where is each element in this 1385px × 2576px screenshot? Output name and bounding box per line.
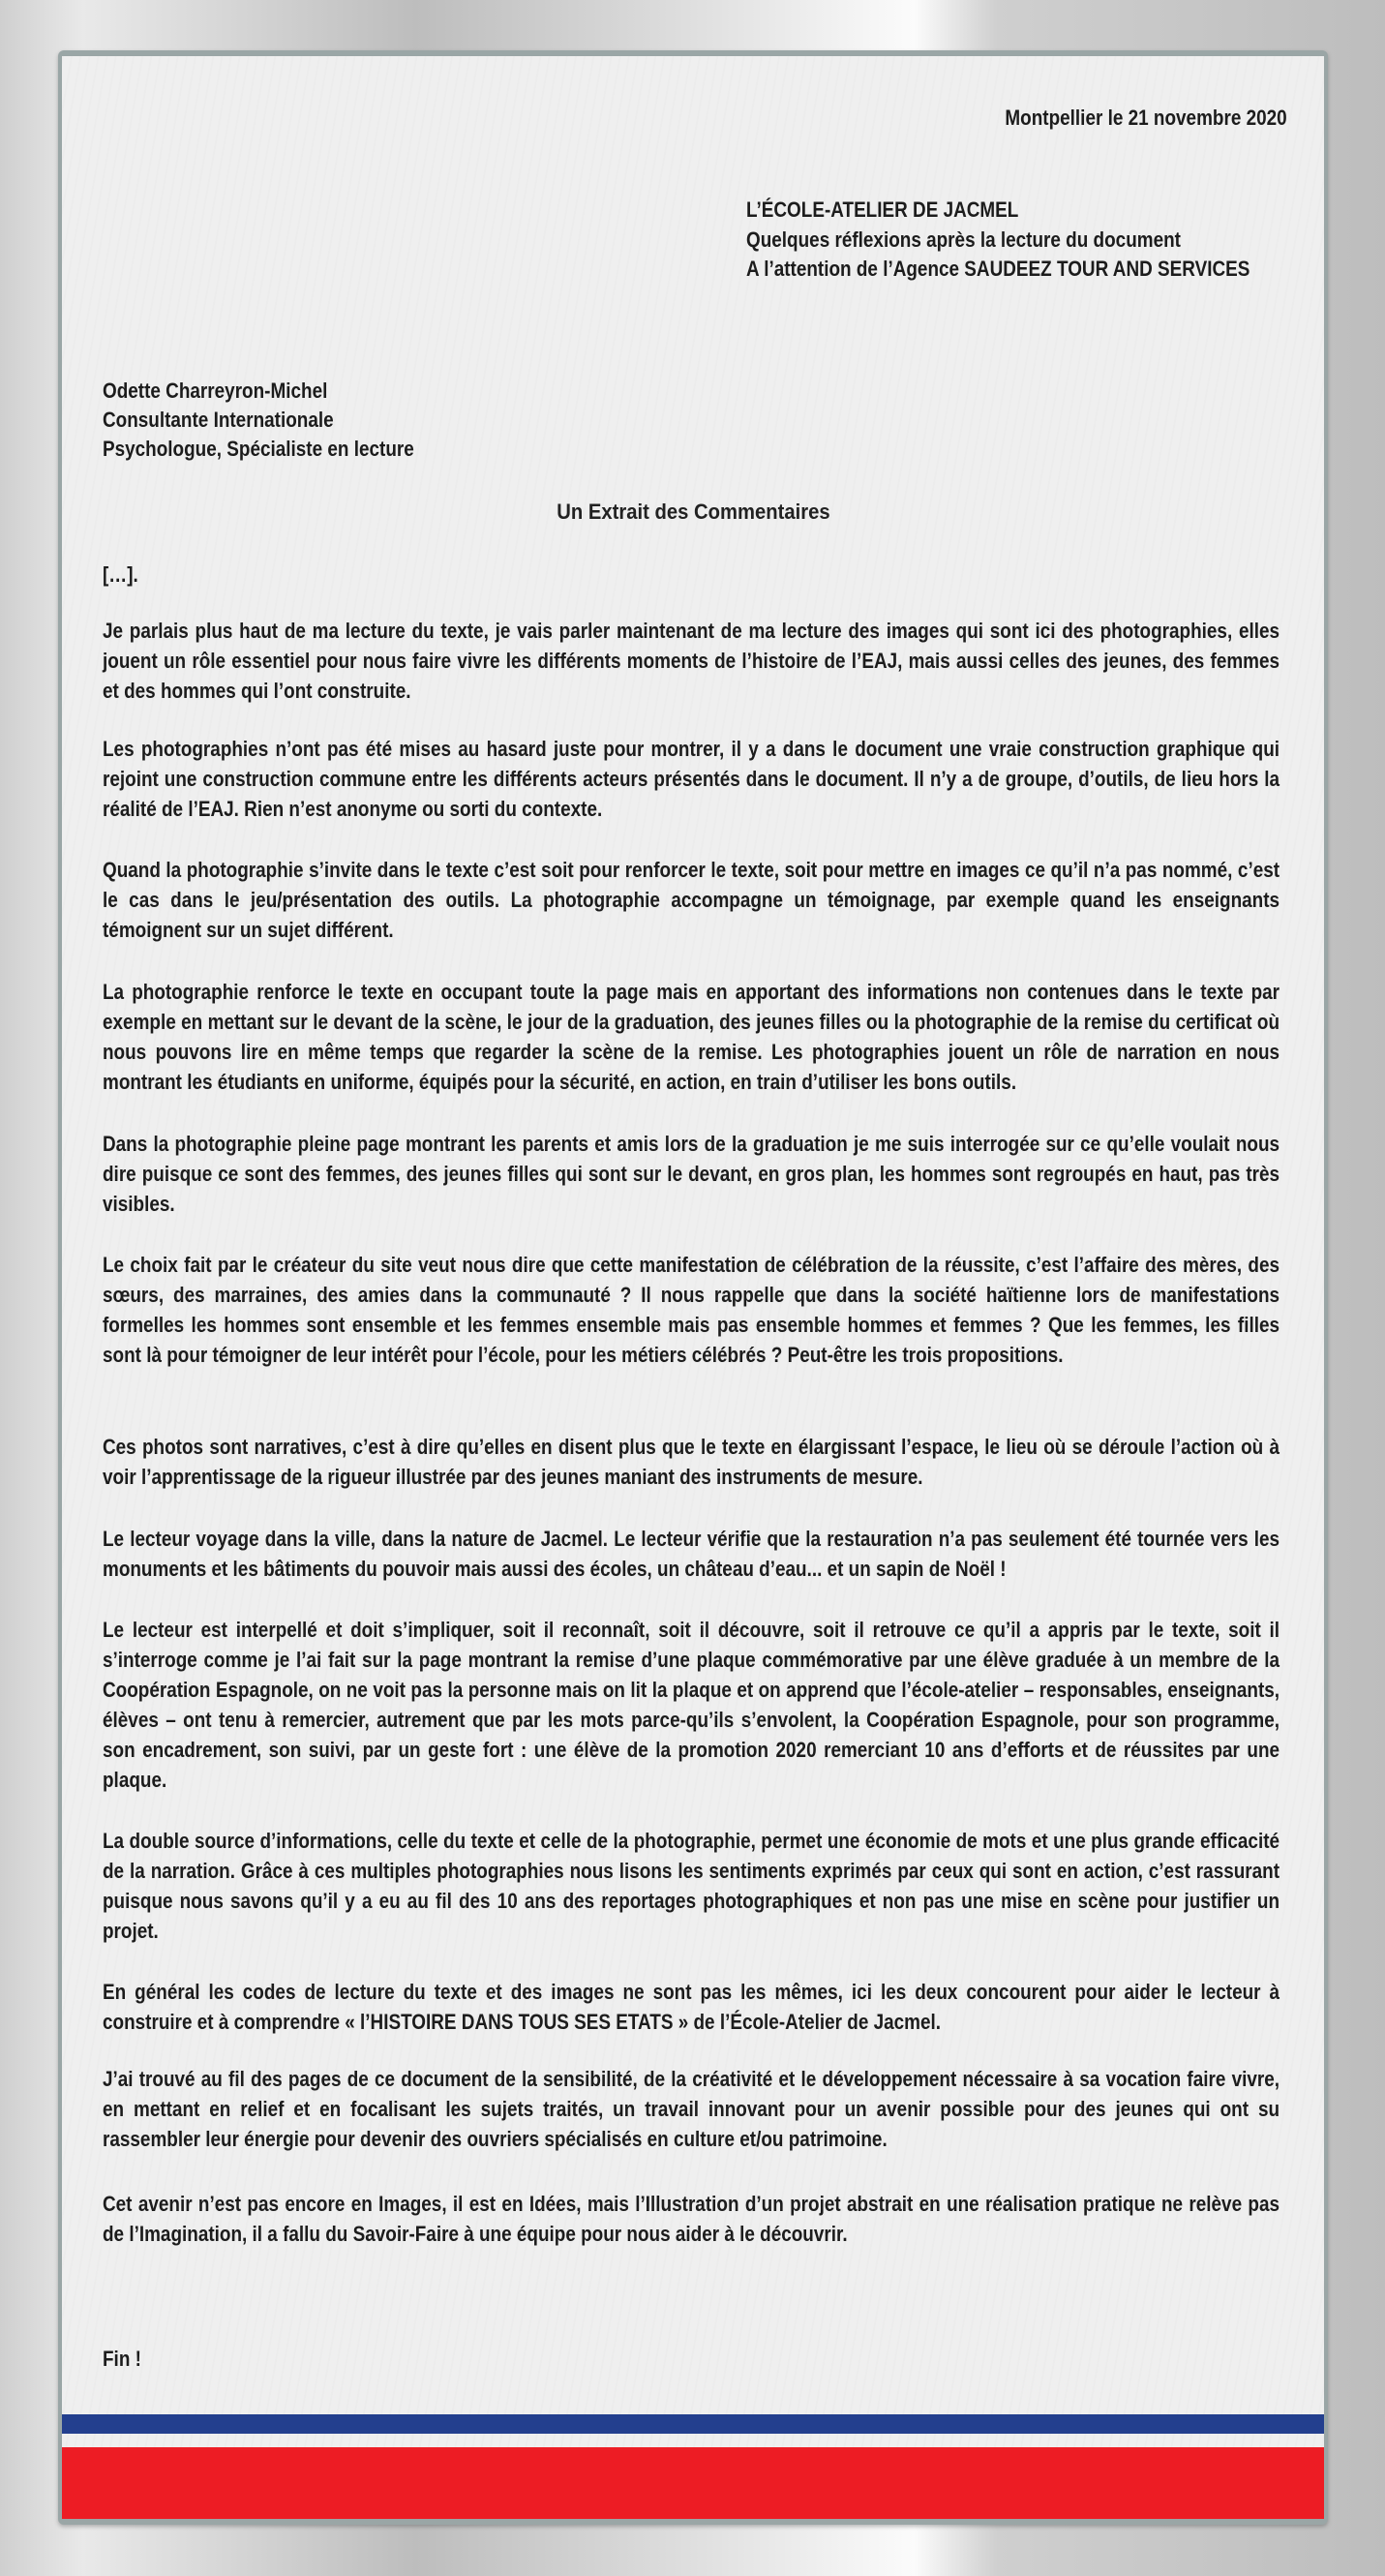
author-title: Consultante Internationale <box>103 408 334 432</box>
paragraph: Le lecteur est interpellé et doit s’impliquer, soit il reconnaît, soit il découvre, soit il retrouve ce qu’il a appris par le texte, soit il s’interroge comme je l’ai fait sur la page montrant la remise d’une plaque commémorative par une élève graduée à un membre de la Coopération Espagnole, on ne voit pas la personne mais on lit la plaque et on apprend que l’école-atelier – responsables, enseignants, élèves – ont tenu à remercier, autrement que par les mots parce-qu’ils s’envolent, la Coopération Espagnole, pour son programme, son encadrement, son suivi, par un geste fort : une élève de la promotion 2020 remerciant 10 ans d’efforts et de réussites par une plaque. <box>103 1618 1280 1792</box>
recipient-line: Quelques réflexions après la lecture du document <box>746 227 1181 252</box>
paragraph: Le choix fait par le créateur du site veut nous dire que cette manifestation de célébration de la réussite, c’est l’affaire des mères, des sœurs, des marraines, des amies dans la communauté ? Il nous rappelle que dans la société haïtienne lors de manifestations formelles les hommes sont ensemble et les femmes ensemble mais pas ensemble hommes et femmes ? Que les femmes, les filles sont là pour témoigner de leur intérêt pour l’école, pour les métiers célébrés ? Peut-être les trois propositions. <box>103 1253 1280 1367</box>
paragraph: J’ai trouvé au fil des pages de ce document de la sensibilité, de la créativité et le développement nécessaire à sa vocation faire vivre, en mettant en relief et en focalisant les sujets traités, un travail innovant pour un avenir possible pour des jeunes qui ont su rassembler leur énergie pour devenir des ouvriers spécialisés en culture et/ou patrimoine. <box>103 2067 1280 2151</box>
author-name: Odette Charreyron-Michel <box>103 379 328 403</box>
author-specialty: Psychologue, Spécialiste en lecture <box>103 437 414 461</box>
paragraph: La double source d’informations, celle du texte et celle de la photographie, permet une économie de mots et une plus grande efficacité de la narration. Grâce à ces multiples photographies nous lisons les sentiments exprimés par ceux qui sont en action, c’est rassurant puisque nous savons qu’il y a eu au fil des 10 ans des reportages photographiques et non pas une mise en scène pour justifier un projet. <box>103 1829 1280 1943</box>
paragraph: La photographie renforce le texte en occupant toute la page mais en apportant des informations non contenues dans le texte par exemple en mettant sur le devant de la scène, le jour de la graduation, des jeunes filles ou la photographie de la remise du certificat où nous pouvons lire en même temps que regarder la scène de la remise. Les photographies jouent un rôle de narration en nous montrant les étudiants en uniforme, équipés pour la sécurité, en action, en train d’utiliser les bons outils. <box>103 980 1280 1094</box>
recipient-line: L’ÉCOLE-ATELIER DE JACMEL <box>746 197 1019 222</box>
recipient-line: A l’attention de l’Agence SAUDEEZ TOUR AND SERVICES <box>746 257 1250 281</box>
flag-stripe-red <box>62 2447 1324 2519</box>
paragraph: Je parlais plus haut de ma lecture du texte, je vais parler maintenant de ma lecture des images qui sont ici des photographies, elles jouent un rôle essentiel pour nous faire vivre les différents moments de l’histoire de l’EAJ, mais aussi celles des jeunes, des femmes et des hommes qui l’ont construite. <box>103 619 1280 703</box>
paragraph: Quand la photographie s’invite dans le texte c’est soit pour renforcer le texte, soit pour mettre en images ce qu’il n’a pas nommé, c’est le cas dans le jeu/présentation des outils. La photographie accompagne un témoignage, par exemple quand les enseignants témoignent sur un sujet différent. <box>103 858 1280 942</box>
ellipsis-marker: […]. <box>103 562 138 587</box>
document-title-text: Un Extrait des Commentaires <box>556 500 830 524</box>
letter-frame <box>58 50 1328 2525</box>
paragraph: Ces photos sont narratives, c’est à dire qu’elles en disent plus que le texte en élargissant l’espace, le lieu où se déroule l’action où à voir l’apprentissage de la rigueur illustrée par des jeunes maniant des instruments de mesure. <box>103 1435 1280 1489</box>
paragraph: Les photographies n’ont pas été mises au hasard juste pour montrer, il y a dans le document une vraie construction graphique qui rejoint une construction commune entre les différents acteurs présentés dans le document. Il n’y a de groupe, d’outils, de lieu hors la réalité de l’EAJ. Rien n’est anonyme ou sorti du contexte. <box>103 737 1280 821</box>
paragraph: Cet avenir n’est pas encore en Images, il est en Idées, mais l’Illustration d’un projet abstrait en une réalisation pratique ne relève pas de l’Imagination, il a fallu du Savoir-Faire à une équipe pour nous aider à le découvrir. <box>103 2192 1280 2246</box>
paragraph: En général les codes de lecture du texte et des images ne sont pas les mêmes, ici les deux concourent pour aider le lecteur à construire et à comprendre « l’HISTOIRE DANS TOUS SES ETATS » de l’École-Atelier de Jacmel. <box>103 1980 1280 2034</box>
document-title <box>62 497 1324 527</box>
paragraph: Le lecteur voyage dans la ville, dans la nature de Jacmel. Le lecteur vérifie que la restauration n’a pas seulement été tournée vers les monuments et les bâtiments du pouvoir mais aussi des écoles, un château d’eau... et un sapin de Noël ! <box>103 1527 1280 1581</box>
closing-text: Fin ! <box>103 2347 141 2371</box>
flag-stripe-blue <box>62 2414 1324 2434</box>
letter-page <box>62 56 1324 2519</box>
paragraph: Dans la photographie pleine page montrant les parents et amis lors de la graduation je me suis interrogée sur ce qu’elle voulait nous dire puisque ce sont des femmes, des jeunes filles qui sont sur le devant, en gros plan, les hommes sont regroupés en haut, pas très visibles. <box>103 1132 1280 1216</box>
date-line: Montpellier le 21 novembre 2020 <box>1005 106 1287 130</box>
